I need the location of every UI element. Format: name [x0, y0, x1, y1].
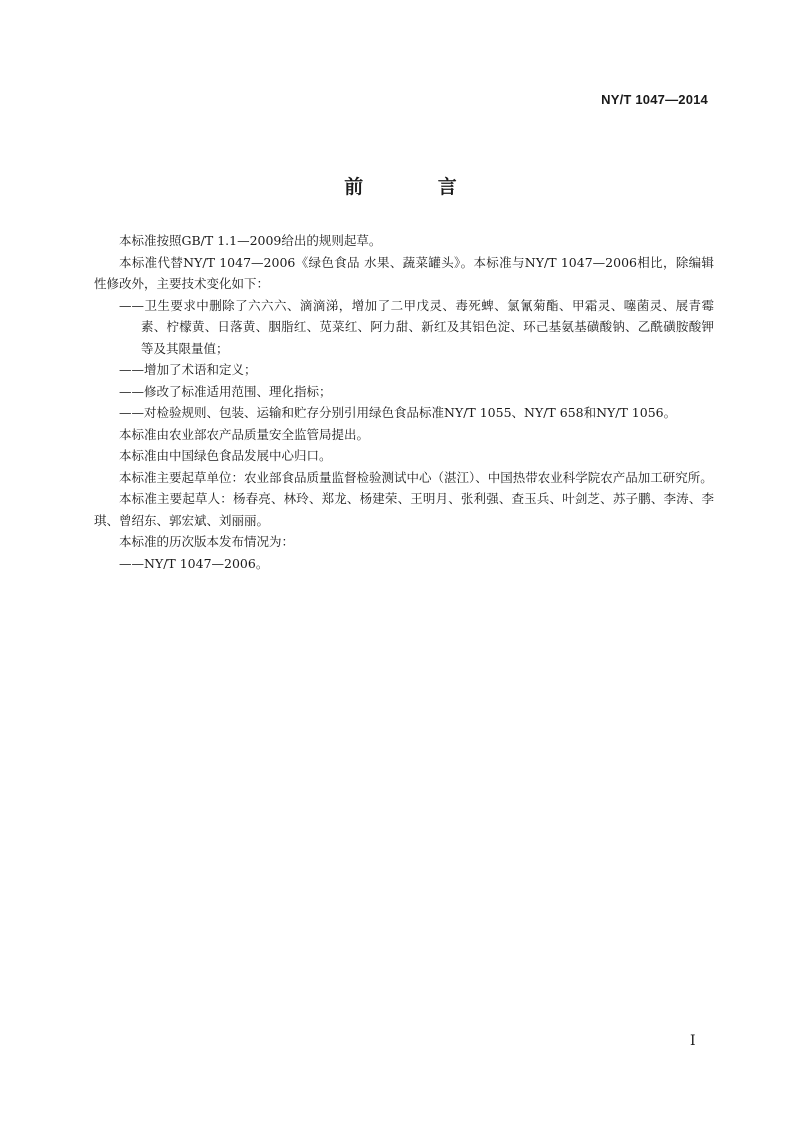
paragraph-proposed-by: 本标准由农业部农产品质量安全监管局提出。	[119, 426, 370, 442]
paragraph-drafting-rules: 本标准按照GB/T 1.1—2009给出的规则起草。	[119, 233, 382, 248]
history-item: ——NY/T 1047—2006。	[119, 555, 269, 571]
paragraph-drafters: 本标准主要起草人：杨春亮、林玲、郑龙、杨建荣、王明月、张利强、查玉兵、叶剑芝、苏子鹏、李涛、李琪、曾绍东、郭宏斌、刘丽丽。	[94, 491, 714, 528]
paragraph-centralized-by: 本标准由中国绿色食品发展中心归口。	[119, 448, 332, 463]
standard-code: NY/T 1047—2014	[601, 92, 708, 107]
paragraph-replacement: 本标准代替NY/T 1047—2006《绿色食品 水果、蔬菜罐头》。本标准与NY/T 1047—2006相比，除编辑性修改外，主要技术变化如下：	[94, 254, 714, 291]
page-number: I	[690, 1033, 696, 1049]
paragraph-drafting-units: 本标准主要起草单位：农业部食品质量监督检验测试中心（湛江）、中国热带农业科学院农产品加工研究所。	[119, 469, 713, 485]
change-item-hygiene: ——卫生要求中删除了六六六、滴滴涕，增加了二甲戊灵、毒死蜱、氯氰菊酯、甲霜灵、噻菌灵、展青霉素、柠檬黄、日落黄、胭脂红、苋菜红、阿力甜、新红及其铝色淀、环己基氨基磺酸钠、乙酰磺胺酸钾等及其限量值；	[119, 297, 714, 356]
page-title: 前 言	[344, 176, 491, 198]
change-item-inspection: ——对检验规则、包装、运输和贮存分别引用绿色食品标准NY/T 1055、NY/T 658和NY/T 1056。	[119, 405, 677, 420]
foreword-body	[94, 230, 714, 574]
change-item-terms: ——增加了术语和定义；	[119, 362, 257, 377]
paragraph-history: 本标准的历次版本发布情况为：	[119, 534, 295, 549]
change-item-scope: ——修改了标准适用范围、理化指标；	[119, 383, 332, 399]
